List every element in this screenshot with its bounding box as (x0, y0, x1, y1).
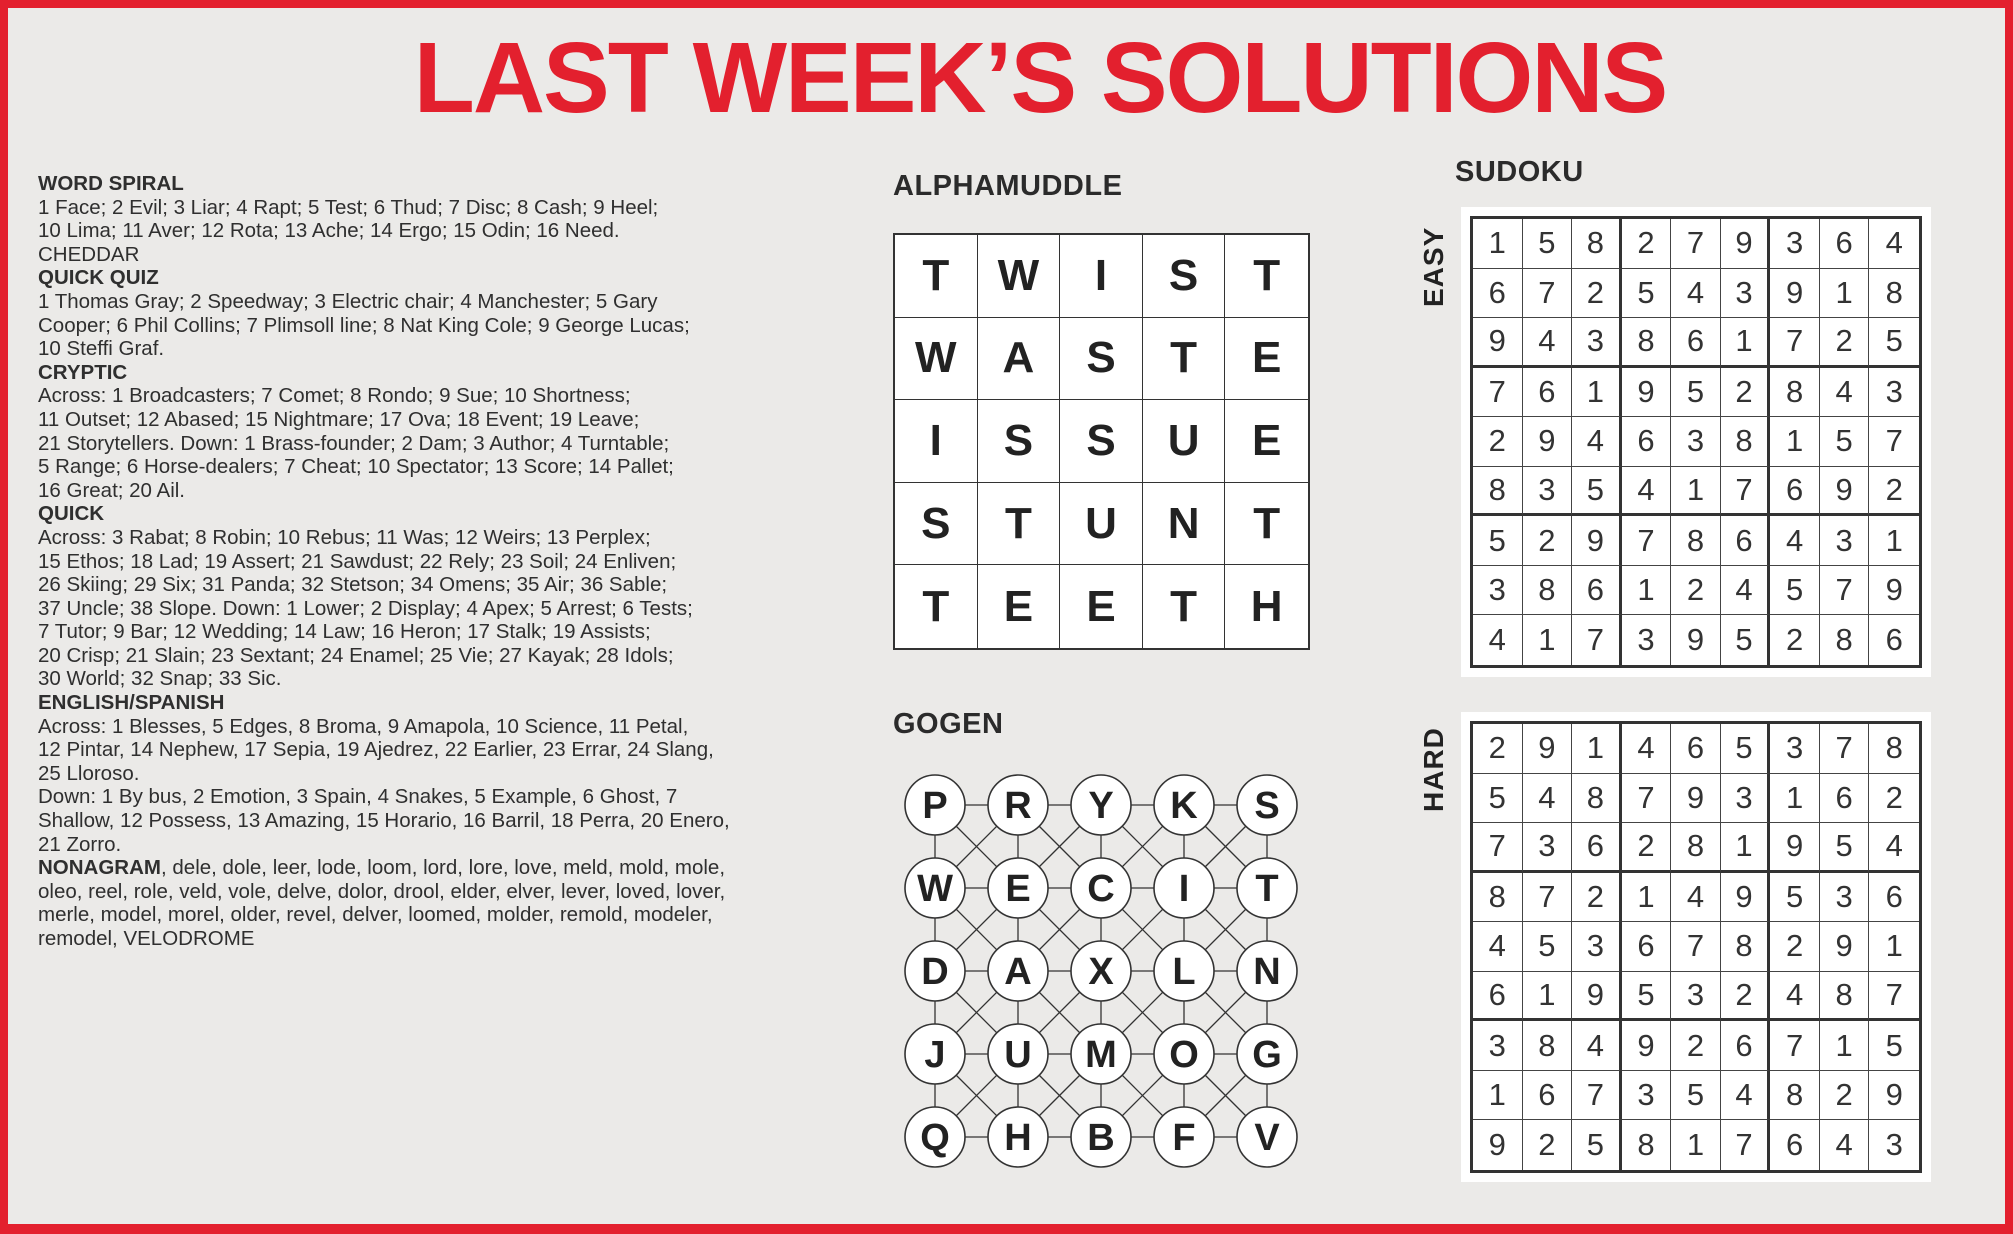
sudoku-cell: 7 (1770, 1021, 1820, 1071)
sudoku-cell: 2 (1820, 1071, 1870, 1121)
gogen-letter: A (1004, 951, 1032, 993)
sudoku-cell: 4 (1572, 1021, 1622, 1071)
gogen-grid (890, 760, 1310, 1180)
alphamuddle-cell: W (895, 318, 978, 401)
solution-text: Across: 1 Broadcasters; 7 Comet; 8 Rondo; 9 Sue; 10 Shortness; (38, 384, 631, 408)
sudoku-cell: 9 (1820, 467, 1870, 517)
sudoku-cell: 5 (1869, 1021, 1919, 1071)
sudoku-cell: 4 (1523, 318, 1573, 368)
solution-text: remodel, VELODROME (38, 927, 255, 950)
gogen-letter: I (1178, 868, 1190, 910)
alphamuddle-cell: I (895, 400, 978, 483)
solutions-text (38, 172, 808, 951)
sudoku-cell: 5 (1770, 566, 1820, 616)
solution-text: 7 Tutor; 9 Bar; 12 Wedding; 14 Law; 16 Heron; 17 Stalk; 19 Assists; (38, 620, 651, 644)
sudoku-cell: 8 (1572, 774, 1622, 824)
solution-line (38, 550, 808, 574)
sudoku-cell: 9 (1770, 269, 1820, 319)
sudoku-cell: 8 (1572, 219, 1622, 269)
sudoku-cell: 7 (1622, 516, 1672, 566)
sudoku-cell: 8 (1721, 417, 1771, 467)
sudoku-cell: 1 (1572, 724, 1622, 774)
sudoku-cell: 8 (1622, 318, 1672, 368)
sudoku-cell: 5 (1820, 417, 1870, 467)
solution-line (38, 809, 808, 833)
solution-line (38, 903, 808, 927)
sudoku-cell: 3 (1572, 922, 1622, 972)
solution-text: 21 Storytellers. Down: 1 Brass-founder; 2 Dam; 3 Author; 4 Turntable; (38, 431, 670, 455)
solution-line (38, 432, 808, 456)
sudoku-cell: 8 (1770, 1071, 1820, 1121)
sudoku-cell: 4 (1770, 516, 1820, 566)
solution-text: 10 Lima; 11 Aver; 12 Rota; 13 Ache; 14 Ergo; 15 Odin; 16 Need. (38, 219, 620, 243)
sudoku-heading: SUDOKU (1455, 156, 1584, 188)
sudoku-cell: 8 (1820, 615, 1870, 665)
gogen-letter: J (924, 1034, 946, 1076)
sudoku-cell: 3 (1523, 823, 1573, 873)
sudoku-cell: 4 (1473, 922, 1523, 972)
solution-text: 37 Uncle; 38 Slope. Down: 1 Lower; 2 Display; 4 Apex; 5 Arrest; 6 Tests; (38, 596, 693, 620)
solution-text: 15 Ethos; 18 Lad; 19 Assert; 21 Sawdust; 22 Rely; 23 Soil; 24 Enliven; (38, 549, 677, 573)
gogen-letter: N (1253, 951, 1281, 993)
solution-line (38, 314, 808, 338)
sudoku-cell: 3 (1885, 1127, 1903, 1163)
gogen-letter: R (1004, 785, 1032, 827)
sudoku-cell: 9 (1820, 922, 1870, 972)
sudoku-cell: 4 (1869, 823, 1919, 873)
solution-line (38, 762, 808, 786)
alphamuddle-cell: S (978, 400, 1061, 483)
alphamuddle-cell: E (1060, 565, 1143, 648)
gogen-letter: W (917, 868, 953, 910)
sudoku-hard-label: HARD (1418, 727, 1449, 812)
sudoku-cell: 8 (1869, 724, 1919, 774)
alphamuddle-cell: E (1225, 318, 1308, 401)
sudoku-cell: 4 (1869, 219, 1919, 269)
alphamuddle-cell: U (1060, 483, 1143, 566)
alphamuddle-cell: W (978, 235, 1061, 318)
sudoku-cell: 1 (1869, 922, 1919, 972)
solution-line (38, 337, 808, 361)
sudoku-cell: 8 (1671, 823, 1721, 873)
alphamuddle-cell: S (895, 483, 978, 566)
sudoku-cell: 7 (1671, 219, 1721, 269)
solution-text: 12 Pintar, 14 Nephew, 17 Sepia, 19 Ajedrez, 22 Earlier, 23 Errar, 24 Slang, (38, 738, 714, 762)
sudoku-cell: 7 (1473, 368, 1523, 418)
solution-line (38, 172, 808, 196)
sudoku-cell: 2 (1622, 219, 1672, 269)
sudoku-cell: 8 (1820, 972, 1870, 1022)
sudoku-cell: 7 (1523, 269, 1573, 319)
solution-line (38, 384, 808, 408)
solution-text: merle, model, morel, older, revel, delver, loomed, molder, remold, modeler, (38, 903, 713, 927)
gogen-letter: Q (920, 1117, 950, 1159)
solution-line (38, 597, 808, 621)
solution-heading: QUICK QUIZ (38, 266, 159, 290)
sudoku-hard (1461, 712, 1931, 1182)
sudoku-cell: 4 (1820, 368, 1870, 418)
alphamuddle-cell: S (1143, 235, 1226, 318)
sudoku-cell: 6 (1770, 1120, 1820, 1170)
solution-text: 1 Thomas Gray; 2 Speedway; 3 Electric chair; 4 Manchester; 5 Gary (38, 289, 658, 313)
solution-line (38, 408, 808, 432)
sudoku-cell: 5 (1671, 1071, 1721, 1121)
sudoku-cell: 2 (1622, 823, 1672, 873)
gogen-heading: GOGEN (893, 708, 1004, 740)
sudoku-cell: 5 (1473, 516, 1523, 566)
sudoku-cell: 7 (1572, 615, 1622, 665)
solution-text: Across: 3 Rabat; 8 Robin; 10 Rebus; 11 Was; 12 Weirs; 13 Perplex; (38, 525, 651, 549)
alphamuddle-cell: N (1143, 483, 1226, 566)
sudoku-cell: 4 (1622, 724, 1672, 774)
sudoku-cell: 2 (1572, 269, 1622, 319)
solution-text: CHEDDAR (38, 242, 140, 266)
sudoku-cell: 1 (1820, 269, 1870, 319)
solution-line (38, 266, 808, 290)
alphamuddle-cell: T (1225, 235, 1308, 318)
sudoku-cell: 7 (1473, 823, 1523, 873)
sudoku-cell: 2 (1473, 417, 1523, 467)
gogen-letter: H (1004, 1117, 1032, 1159)
sudoku-cell: 9 (1770, 823, 1820, 873)
solution-text: 1 Face; 2 Evil; 3 Liar; 4 Rapt; 5 Test; 6 Thud; 7 Disc; 8 Cash; 9 Heel; (38, 195, 659, 219)
solution-line (38, 219, 808, 243)
sudoku-cell: 3 (1820, 873, 1870, 923)
gogen-letter: X (1088, 951, 1114, 993)
sudoku-cell: 8 (1770, 368, 1820, 418)
alphamuddle-cell: T (1143, 318, 1226, 401)
sudoku-cell: 8 (1869, 269, 1919, 319)
sudoku-cell: 7 (1721, 1120, 1771, 1170)
alphamuddle-cell: T (895, 235, 978, 318)
sudoku-cell: 3 (1721, 774, 1771, 824)
sudoku-cell: 1 (1869, 516, 1919, 566)
solution-text: Shallow, 12 Possess, 13 Amazing, 15 Horario, 16 Barril, 18 Perra, 20 Enero, (38, 809, 730, 833)
sudoku-cell: 2 (1473, 724, 1523, 774)
sudoku-easy (1461, 207, 1931, 677)
gogen-letter: C (1087, 868, 1115, 910)
sudoku-cell: 7 (1820, 724, 1870, 774)
sudoku-cell: 6 (1622, 922, 1672, 972)
solution-heading: NONAGRAM (38, 856, 161, 880)
solution-text: , dele, dole, leer, lode, loom, lord, lore, love, meld, mold, mole, (161, 856, 726, 880)
sudoku-cell: 6 (1869, 873, 1919, 923)
solution-line (38, 856, 808, 880)
sudoku-cell: 8 (1473, 873, 1523, 923)
sudoku-cell: 7 (1523, 873, 1573, 923)
sudoku-cell: 1 (1572, 368, 1622, 418)
sudoku-cell: 6 (1473, 269, 1523, 319)
sudoku-cell: 7 (1622, 774, 1672, 824)
sudoku-cell: 5 (1770, 873, 1820, 923)
solution-text: 11 Outset; 12 Abased; 15 Nightmare; 17 Ova; 18 Event; 19 Leave; (38, 407, 640, 431)
sudoku-cell: 1 (1622, 566, 1672, 616)
gogen-letter: V (1254, 1117, 1280, 1159)
sudoku-cell: 3 (1473, 566, 1523, 616)
gogen-letter: P (922, 785, 948, 827)
gogen-letter: G (1252, 1034, 1282, 1076)
sudoku-cell: 9 (1473, 1120, 1523, 1170)
sudoku-cell: 3 (1622, 615, 1672, 665)
solution-line (38, 479, 808, 503)
sudoku-cell: 6 (1572, 823, 1622, 873)
sudoku-cell: 5 (1473, 774, 1523, 824)
sudoku-cell: 1 (1671, 1120, 1721, 1170)
sudoku-cell: 3 (1622, 1071, 1672, 1121)
sudoku-cell: 3 (1770, 724, 1820, 774)
sudoku-cell: 9 (1473, 318, 1523, 368)
sudoku-cell: 6 (1671, 724, 1721, 774)
solution-text: 25 Lloroso. (38, 761, 140, 785)
sudoku-cell: 1 (1523, 615, 1573, 665)
sudoku-cell: 1 (1523, 972, 1573, 1022)
solution-text: 16 Great; 20 Ail. (38, 478, 186, 502)
sudoku-cell: 6 (1473, 972, 1523, 1022)
gogen-letter: T (1255, 868, 1279, 910)
solution-text: 20 Crisp; 21 Slain; 23 Sextant; 24 Enamel; 25 Vie; 27 Kayak; 28 Idols; (38, 643, 674, 667)
sudoku-cell: 1 (1671, 467, 1721, 517)
sudoku-cell: 4 (1820, 1120, 1870, 1170)
sudoku-cell: 7 (1721, 467, 1771, 517)
sudoku-cell: 2 (1770, 922, 1820, 972)
sudoku-cell: 9 (1523, 724, 1573, 774)
solution-text: Down: 1 By bus, 2 Emotion, 3 Spain, 4 Snakes, 5 Example, 6 Ghost, 7 (38, 785, 678, 809)
sudoku-cell: 3 (1671, 417, 1721, 467)
sudoku-cell: 7 (1671, 922, 1721, 972)
sudoku-cell: 2 (1820, 318, 1870, 368)
sudoku-cell: 5 (1622, 269, 1672, 319)
alphamuddle-cell: T (1225, 483, 1308, 566)
solution-line (38, 667, 808, 691)
gogen-letter: F (1172, 1117, 1196, 1159)
solution-text: oleo, reel, role, veld, vole, delve, dolor, drool, elder, elver, lever, loved, lover, (38, 879, 726, 903)
sudoku-cell: 4 (1523, 774, 1573, 824)
sudoku-cell: 6 (1721, 1021, 1771, 1071)
sudoku-cell: 2 (1869, 774, 1919, 824)
alphamuddle-cell: I (1060, 235, 1143, 318)
sudoku-cell: 7 (1869, 417, 1919, 467)
sudoku-cell: 1 (1622, 873, 1672, 923)
sudoku-cell: 7 (1869, 972, 1919, 1022)
sudoku-cell: 4 (1721, 1071, 1771, 1121)
sudoku-cell: 9 (1671, 774, 1721, 824)
sudoku-cell: 9 (1869, 1071, 1919, 1121)
sudoku-cell: 8 (1523, 566, 1573, 616)
sudoku-cell: 2 (1869, 467, 1919, 517)
sudoku-cell: 9 (1572, 516, 1622, 566)
sudoku-cell: 5 (1869, 318, 1919, 368)
gogen-letter: B (1087, 1117, 1115, 1159)
gogen-letter: D (921, 951, 949, 993)
sudoku-cell: 6 (1622, 417, 1672, 467)
sudoku-cell: 8 (1473, 467, 1523, 517)
gogen-letter: Y (1088, 785, 1114, 827)
sudoku-cell: 7 (1820, 566, 1870, 616)
sudoku-cell: 2 (1671, 1021, 1721, 1071)
solution-line (38, 880, 808, 904)
sudoku-cell: 9 (1622, 1021, 1672, 1071)
solution-line (38, 785, 808, 809)
alphamuddle-cell: A (978, 318, 1061, 401)
sudoku-cell: 5 (1523, 219, 1573, 269)
sudoku-cell: 6 (1820, 219, 1870, 269)
sudoku-cell: 2 (1770, 615, 1820, 665)
sudoku-cell: 4 (1721, 566, 1771, 616)
sudoku-cell: 6 (1820, 774, 1870, 824)
sudoku-cell: 3 (1572, 318, 1622, 368)
sudoku-cell: 2 (1523, 516, 1573, 566)
sudoku-cell: 3 (1721, 269, 1771, 319)
sudoku-cell: 1 (1820, 1021, 1870, 1071)
sudoku-cell: 4 (1473, 615, 1523, 665)
sudoku-cell: 9 (1572, 972, 1622, 1022)
sudoku-cell: 6 (1721, 516, 1771, 566)
solution-text: 26 Skiing; 29 Six; 31 Panda; 32 Stetson; 34 Omens; 35 Air; 36 Sable; (38, 573, 668, 597)
sudoku-cell: 7 (1572, 1071, 1622, 1121)
sudoku-cell: 9 (1523, 417, 1573, 467)
sudoku-cell: 4 (1671, 873, 1721, 923)
alphamuddle-cell: E (978, 565, 1061, 648)
sudoku-cell: 6 (1885, 622, 1903, 658)
sudoku-cell: 6 (1671, 318, 1721, 368)
solution-text: 10 Steffi Graf. (38, 337, 165, 361)
sudoku-cell: 6 (1523, 368, 1573, 418)
solution-text: Cooper; 6 Phil Collins; 7 Plimsoll line; 8 Nat King Cole; 9 George Lucas; (38, 313, 690, 337)
sudoku-cell: 8 (1622, 1120, 1672, 1170)
solution-line (38, 715, 808, 739)
sudoku-cell: 4 (1622, 467, 1672, 517)
sudoku-cell: 9 (1869, 566, 1919, 616)
solution-line (38, 526, 808, 550)
sudoku-cell: 9 (1671, 615, 1721, 665)
sudoku-cell: 3 (1770, 219, 1820, 269)
solution-line (38, 290, 808, 314)
solution-line (38, 361, 808, 385)
sudoku-cell: 5 (1523, 922, 1573, 972)
sudoku-cell: 2 (1721, 972, 1771, 1022)
solution-heading: WORD SPIRAL (38, 172, 184, 195)
sudoku-cell: 4 (1572, 417, 1622, 467)
gogen-letter: O (1169, 1034, 1199, 1076)
solution-heading: QUICK (38, 502, 105, 526)
sudoku-cell: 5 (1572, 1120, 1622, 1170)
solution-line (38, 738, 808, 762)
sudoku-cell: 5 (1721, 615, 1771, 665)
sudoku-cell: 9 (1622, 368, 1672, 418)
gogen-letter: K (1170, 785, 1198, 827)
alphamuddle-cell: S (1060, 318, 1143, 401)
gogen-letter: E (1005, 868, 1031, 910)
alphamuddle-grid (893, 233, 1310, 650)
sudoku-cell: 6 (1572, 566, 1622, 616)
sudoku-cell: 3 (1869, 368, 1919, 418)
sudoku-cell: 2 (1523, 1120, 1573, 1170)
sudoku-cell: 1 (1473, 219, 1523, 269)
solution-line (38, 833, 808, 857)
sudoku-cell: 9 (1721, 873, 1771, 923)
sudoku-cell: 2 (1721, 368, 1771, 418)
sudoku-cell: 2 (1572, 873, 1622, 923)
solution-line (38, 644, 808, 668)
solution-line (38, 196, 808, 220)
sudoku-cell: 3 (1523, 467, 1573, 517)
sudoku-easy-label: EASY (1418, 226, 1449, 307)
alphamuddle-cell: H (1250, 581, 1283, 631)
solution-heading: ENGLISH/SPANISH (38, 691, 225, 715)
solution-line (38, 573, 808, 597)
gogen-letter: L (1172, 951, 1196, 993)
alphamuddle-cell: S (1060, 400, 1143, 483)
sudoku-cell: 5 (1572, 467, 1622, 517)
sudoku-cell: 3 (1820, 516, 1870, 566)
gogen-letter: M (1085, 1034, 1117, 1076)
alphamuddle-cell: E (1225, 400, 1308, 483)
solution-text: 5 Range; 6 Horse-dealers; 7 Cheat; 10 Spectator; 13 Score; 14 Pallet; (38, 455, 674, 479)
sudoku-cell: 1 (1770, 417, 1820, 467)
sudoku-cell: 1 (1770, 774, 1820, 824)
sudoku-cell: 9 (1721, 219, 1771, 269)
solution-line (38, 927, 808, 951)
sudoku-cell: 7 (1770, 318, 1820, 368)
solution-line (38, 502, 808, 526)
solution-heading: CRYPTIC (38, 360, 128, 384)
solution-line (38, 691, 808, 715)
alphamuddle-cell: T (978, 483, 1061, 566)
sudoku-cell: 5 (1721, 724, 1771, 774)
sudoku-cell: 1 (1473, 1071, 1523, 1121)
sudoku-cell: 1 (1721, 823, 1771, 873)
alphamuddle-cell: U (1143, 400, 1226, 483)
alphamuddle-cell: T (1143, 565, 1226, 648)
page-title: LAST WEEK’S SOLUTIONS (413, 22, 1667, 134)
sudoku-cell: 5 (1622, 972, 1672, 1022)
solution-line (38, 620, 808, 644)
solution-line (38, 455, 808, 479)
sudoku-cell: 8 (1671, 516, 1721, 566)
solution-text: 21 Zorro. (38, 832, 122, 856)
sudoku-cell: 5 (1820, 823, 1870, 873)
sudoku-cell: 3 (1671, 972, 1721, 1022)
alphamuddle-heading: ALPHAMUDDLE (893, 170, 1123, 202)
sudoku-cell: 3 (1473, 1021, 1523, 1071)
sudoku-cell: 5 (1671, 368, 1721, 418)
solution-text: Across: 1 Blesses, 5 Edges, 8 Broma, 9 Amapola, 10 Science, 11 Petal, (38, 714, 689, 738)
sudoku-cell: 8 (1721, 922, 1771, 972)
sudoku-cell: 4 (1671, 269, 1721, 319)
gogen-letter: S (1254, 785, 1280, 827)
alphamuddle-cell: T (895, 565, 978, 648)
gogen-letter: U (1004, 1034, 1032, 1076)
solution-text: 30 World; 32 Snap; 33 Sic. (38, 667, 282, 691)
solution-line (38, 243, 808, 267)
sudoku-cell: 6 (1770, 467, 1820, 517)
sudoku-cell: 6 (1523, 1071, 1573, 1121)
sudoku-cell: 8 (1523, 1021, 1573, 1071)
sudoku-cell: 1 (1721, 318, 1771, 368)
sudoku-cell: 2 (1671, 566, 1721, 616)
sudoku-cell: 4 (1770, 972, 1820, 1022)
